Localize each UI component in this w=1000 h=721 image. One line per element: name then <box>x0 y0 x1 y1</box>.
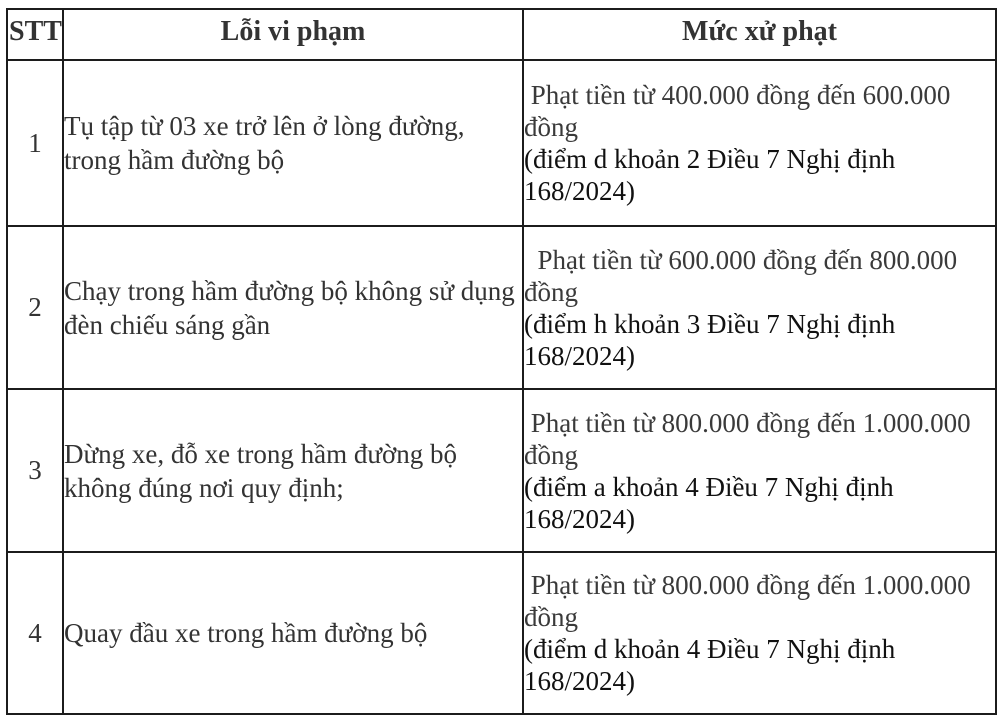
row-violation: Dừng xe, đỗ xe trong hầm đường bộ không đúng nơi quy định; <box>63 389 523 552</box>
penalty-legal-reference: (điểm h khoản 3 Điều 7 Nghị định 168/2024) <box>524 308 896 371</box>
table-row <box>7 60 996 226</box>
table-row <box>7 552 996 714</box>
table-body <box>7 60 996 714</box>
row-stt: 2 <box>7 226 63 389</box>
header-stt: STT <box>7 9 63 60</box>
header-violation: Lỗi vi phạm <box>63 9 523 60</box>
row-violation: Chạy trong hầm đường bộ không sử dụng đèn chiếu sáng gần <box>63 226 523 389</box>
row-penalty <box>523 226 996 389</box>
header-row <box>7 9 996 60</box>
penalty-legal-reference: (điểm d khoản 2 Điều 7 Nghị định 168/2024) <box>524 144 896 206</box>
penalty-legal-reference: (điểm d khoản 4 Điều 7 Nghị định 168/2024) <box>524 634 896 696</box>
penalty-amount: Phạt tiền từ 600.000 đồng đến 800.000 đồng <box>524 244 958 307</box>
header-penalty: Mức xử phạt <box>523 9 996 60</box>
table-header <box>7 9 996 60</box>
row-penalty <box>523 60 996 226</box>
table-row <box>7 226 996 389</box>
fines-table <box>6 8 997 715</box>
penalty-legal-reference: (điểm a khoản 4 Điều 7 Nghị định 168/2024) <box>524 471 894 534</box>
row-penalty <box>523 552 996 714</box>
penalty-amount: Phạt tiền từ 400.000 đồng đến 600.000 đồng <box>524 80 951 142</box>
penalty-amount: Phạt tiền từ 800.000 đồng đến 1.000.000 đồng <box>524 407 971 470</box>
row-stt: 3 <box>7 389 63 552</box>
penalty-amount: Phạt tiền từ 800.000 đồng đến 1.000.000 đồng <box>524 570 971 632</box>
row-stt: 4 <box>7 552 63 714</box>
row-stt: 1 <box>7 60 63 226</box>
row-penalty <box>523 389 996 552</box>
row-violation: Tụ tập từ 03 xe trở lên ở lòng đường, trong hầm đường bộ <box>63 60 523 226</box>
row-violation: Quay đầu xe trong hầm đường bộ <box>63 552 523 714</box>
table-row <box>7 389 996 552</box>
